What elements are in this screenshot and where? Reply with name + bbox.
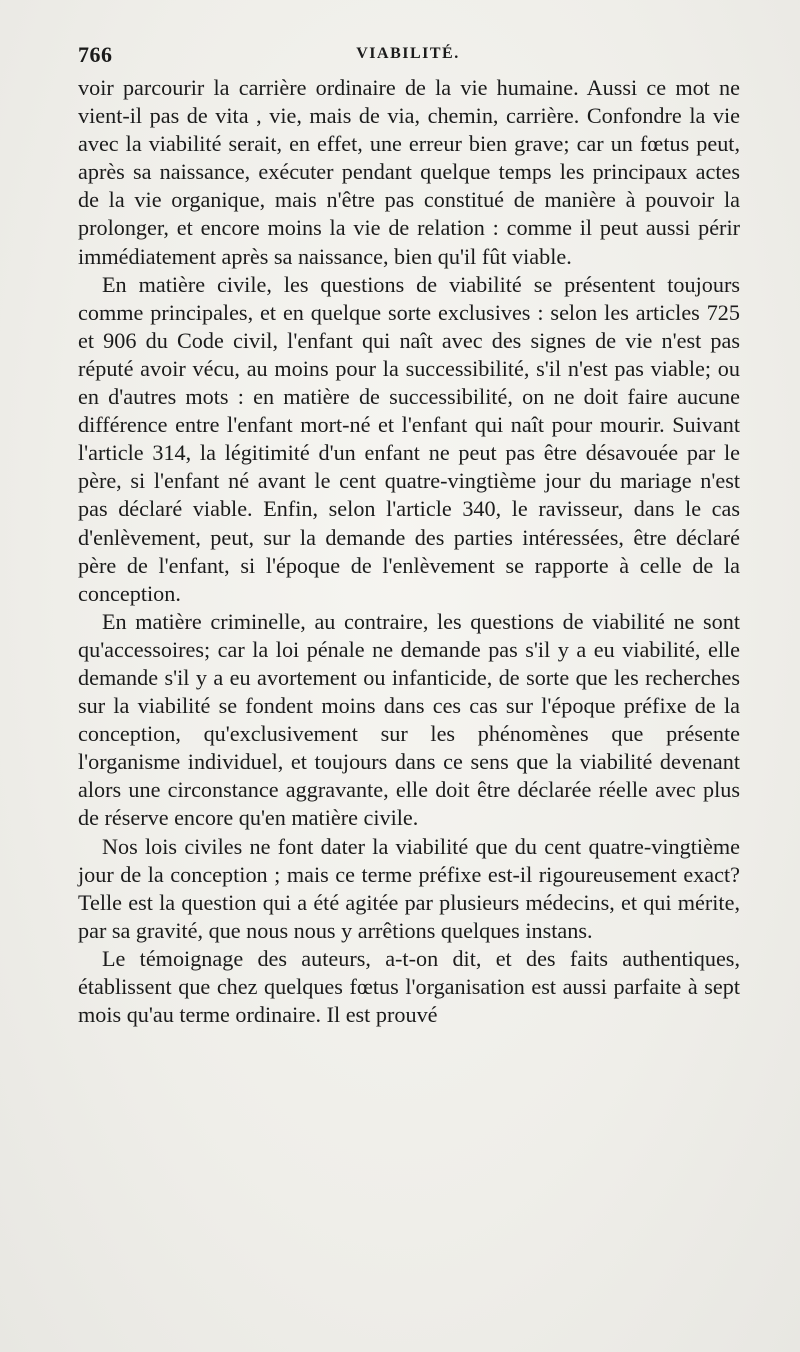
body-text — [78, 74, 740, 1029]
paragraph-civil-laws: Nos lois civiles ne font dater la viabilité que du cent quatre-vingtième jour de la conception ; mais ce terme préfixe est-il rigoureusement exact? Telle est la question qui a été agitée par plusieurs médecins, et qui mérite, par sa gravité, que nous nous y arrêtions quelques instans. — [78, 833, 740, 943]
running-head — [78, 42, 738, 72]
running-title: VIABILITÉ. — [356, 45, 460, 62]
paragraph-civil-matters: En matière civile, les questions de viabilité se présentent toujours comme principales, et en quelque sorte exclusives : selon les articles 725 et 906 du Code civil, l'enfant qui naît avec des signes de vie n'est pas réputé avoir vécu, au moins pour la successibilité, s'il n'est pas viable; ou en d'autres mots : en matière de successibilité, on ne doit faire aucune différence entre l'enfant mort-né et l'enfant qui naît pour mourir. Suivant l'article 314, la légitimité d'un enfant ne peut pas être désavouée par le père, si l'enfant né avant le cent quatre-vingtième jour du mariage n'est pas déclaré viable. Enfin, selon l'article 340, le ravisseur, dans le cas d'enlèvement, peut, sur la demande des parties intéressées, être déclaré père de l'enfant, si l'époque de l'enlèvement se rapporte à celle de la conception. — [78, 271, 740, 606]
paragraph-criminal-matters: En matière criminelle, au contraire, les questions de viabilité ne sont qu'accessoires; car la loi pénale ne demande pas s'il y a eu viabilité, elle demande s'il y a eu avortement ou infanticide, de sorte que les recherches sur la viabilité se fondent moins dans ces cas sur l'époque préfixe de la conception, qu'exclusivement sur les phénomènes que présente l'organisme individuel, et toujours dans ce sens que la viabilité devenant alors une circonstance aggravante, elle doit être déclarée réelle avec plus de réserve encore qu'en matière civile. — [78, 608, 740, 831]
paragraph-testimony: Le témoignage des auteurs, a-t-on dit, et des faits authentiques, établissent que chez quelques fœtus l'organisation est aussi parfaite à sept mois qu'au terme ordinaire. Il est prouvé — [78, 945, 740, 1028]
paragraph-continued: voir parcourir la carrière ordinaire de la vie humaine. Aussi ce mot ne vient-il pas de vita , vie, mais de via, chemin, carrière. Confondre la vie avec la viabilité serait, en effet, une erreur bien grave; car un fœtus peut, après sa naissance, exécuter pendant quelque temps les principaux actes de la vie organique, mais n'être pas constitué de manière à pouvoir la prolonger, et encore moins la vie de relation : comme il peut aussi périr immédiatement après sa naissance, bien qu'il fût viable. — [78, 75, 740, 269]
page-number: 766 — [78, 42, 113, 67]
